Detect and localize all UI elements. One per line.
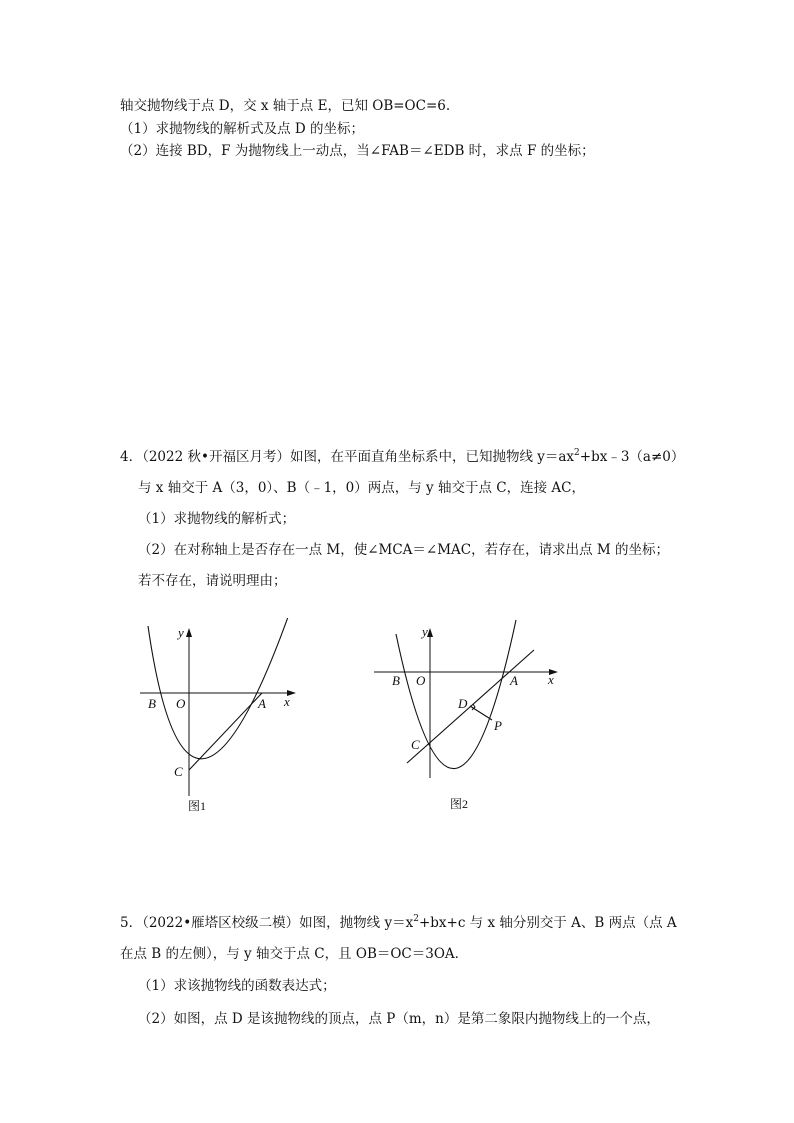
p4-question-1: （1）求抛物线的解析式； bbox=[138, 511, 296, 527]
fig2-label-d: D bbox=[458, 696, 468, 711]
fig2-label-x: x bbox=[548, 672, 554, 687]
fig1-label-x: x bbox=[284, 694, 290, 709]
p3-question-1: （1）求抛物线的解析式及点 D 的坐标； bbox=[120, 121, 364, 137]
fig1-segment-ac bbox=[189, 693, 262, 770]
p4-line1-post: +bx﹣3（a≠0） bbox=[579, 449, 685, 465]
p4-line1-pre: 4．（2022 秋•开福区月考）如图，在平面直角坐标系中，已知抛物线 y＝ax bbox=[120, 449, 575, 465]
fig2-label-b: B bbox=[392, 673, 400, 688]
p5-line1-post: +bx+c 与 x 轴分别交于 A、B 两点（点 A bbox=[418, 915, 677, 931]
figure-2 bbox=[370, 618, 570, 818]
fig1-label-y: y bbox=[178, 625, 184, 640]
fig1-label-c: C bbox=[174, 764, 183, 779]
fig2-label-p: P bbox=[494, 718, 502, 733]
fig2-label-c: C bbox=[411, 737, 420, 752]
fig1-label-o: O bbox=[176, 696, 186, 711]
fig2-label-o: O bbox=[416, 673, 426, 688]
fig1-label-a: A bbox=[258, 696, 266, 711]
fig1-parabola bbox=[148, 618, 288, 759]
p4-question-2-cont: 若不存在，请说明理由； bbox=[138, 573, 287, 589]
fig2-caption: 图2 bbox=[450, 797, 469, 811]
p4-line1 bbox=[120, 448, 684, 466]
p3-question-2: （2）连接 BD，F 为抛物线上一动点，当∠FAB＝∠EDB 时，求点 F 的坐标； bbox=[120, 143, 595, 159]
p5-question-1: （1）求该抛物线的函数表达式； bbox=[138, 978, 336, 994]
p5-line1-exponent: 2 bbox=[413, 914, 419, 924]
figure-1 bbox=[136, 618, 306, 818]
p3-line1: 轴交抛物线于点 D，交 x 轴于点 E，已知 OB=OC=6. bbox=[120, 98, 451, 114]
p4-line1-exponent: 2 bbox=[574, 448, 580, 458]
fig2-label-a: A bbox=[510, 673, 518, 688]
fig1-label-b: B bbox=[148, 696, 156, 711]
fig2-label-y: y bbox=[422, 624, 428, 639]
p4-line2: 与 x 轴交于 A（3，0）、B（﹣1，0）两点，与 y 轴交于点 C，连接 AC， bbox=[138, 480, 585, 496]
p5-line1-pre: 5．（2022•雁塔区校级二模）如图，抛物线 y＝x bbox=[120, 915, 414, 931]
p4-question-2: （2）在对称轴上是否存在一点 M，使∠MCA＝∠MAC，若存在，请求出点 M 的坐标； bbox=[138, 542, 670, 558]
fig1-y-arrow bbox=[186, 628, 192, 637]
p5-question-2: （2）如图，点 D 是该抛物线的顶点，点 P（m，n）是第二象限内抛物线上的一个点， bbox=[138, 1011, 660, 1027]
p5-line2: 在点 B 的左侧），与 y 轴交于点 C，且 OB＝OC＝3OA． bbox=[120, 946, 469, 962]
p5-line1 bbox=[120, 914, 677, 932]
fig1-caption: 图1 bbox=[188, 799, 207, 813]
fig2-y-arrow bbox=[427, 628, 433, 637]
